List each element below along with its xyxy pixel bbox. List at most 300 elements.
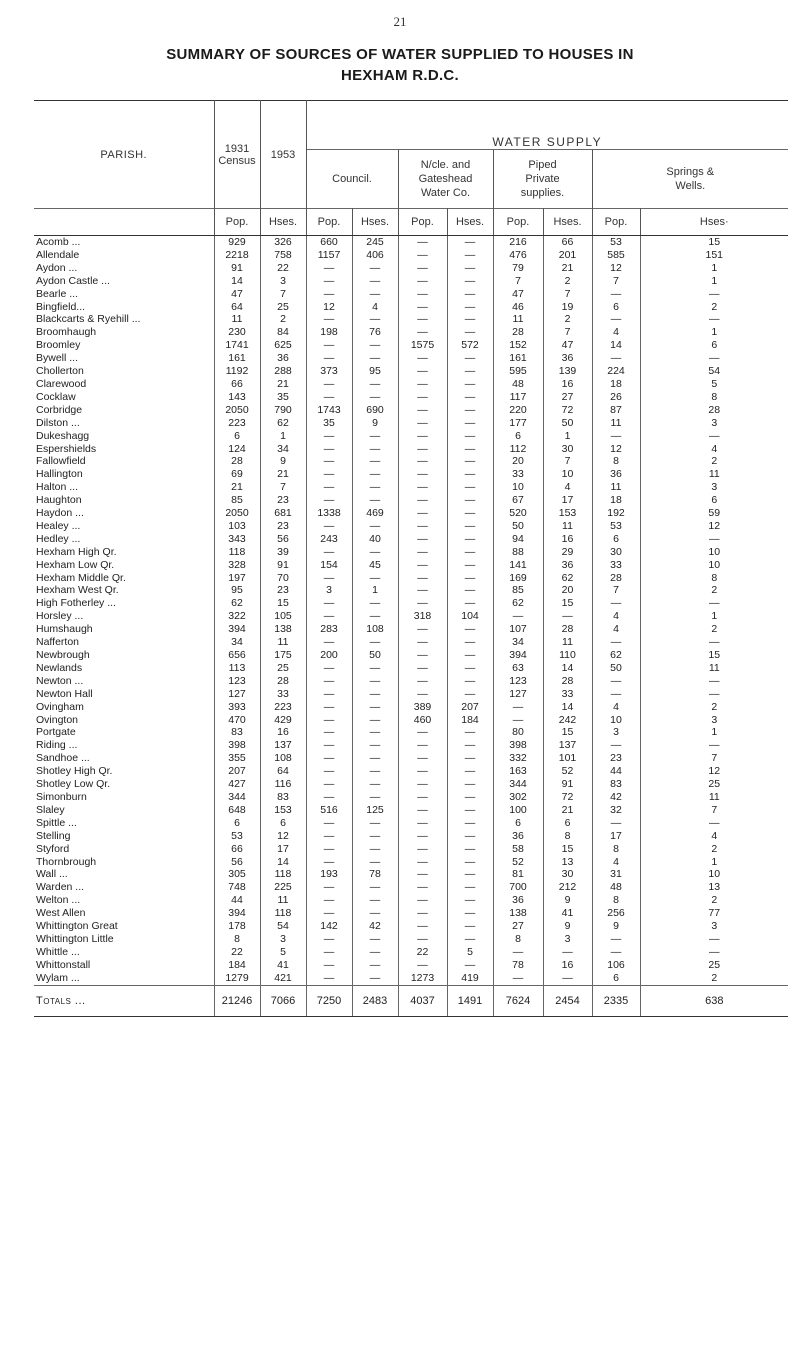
table-cell: 72 — [543, 404, 592, 417]
table-cell: 572 — [447, 339, 493, 352]
table-cell: — — [352, 881, 398, 894]
table-cell: 104 — [447, 610, 493, 623]
table-cell: 6 — [214, 430, 260, 443]
table-cell: 421 — [260, 972, 306, 985]
table-cell: 427 — [214, 778, 260, 791]
table-cell: 116 — [260, 778, 306, 791]
table-cell: 15 — [543, 843, 592, 856]
table-cell: — — [398, 739, 447, 752]
table-cell: 2 — [260, 313, 306, 326]
parish-name: Nafferton — [34, 636, 214, 649]
table-cell: 36 — [543, 559, 592, 572]
table-cell: 201 — [543, 249, 592, 262]
table-cell: 700 — [493, 881, 543, 894]
table-cell: 681 — [260, 507, 306, 520]
table-cell: — — [447, 430, 493, 443]
table-cell: — — [398, 804, 447, 817]
table-row — [34, 675, 788, 688]
table-cell: 11 — [260, 894, 306, 907]
table-cell: 2 — [711, 455, 718, 468]
table-cell: — — [398, 933, 447, 946]
table-cell: — — [447, 881, 493, 894]
table-cell: — — [398, 533, 447, 546]
table-cell: 28 — [543, 675, 592, 688]
table-cell: 67 — [493, 494, 543, 507]
table-cell: 758 — [260, 249, 306, 262]
table-cell: 10 — [708, 868, 721, 881]
table-cell: 748 — [214, 881, 260, 894]
table-cell: 10 — [543, 468, 592, 481]
table-cell: — — [352, 843, 398, 856]
table-cell: 344 — [214, 791, 260, 804]
table-cell: 64 — [260, 765, 306, 778]
table-cell: 85 — [493, 584, 543, 597]
table-cell: 88 — [493, 546, 543, 559]
table-cell: — — [306, 352, 352, 365]
parish-name: Warden ... — [34, 881, 214, 894]
table-cell: — — [709, 352, 720, 365]
table-row — [34, 701, 788, 714]
table-cell: — — [398, 404, 447, 417]
table-cell: 470 — [214, 714, 260, 727]
table-cell: 2 — [711, 300, 718, 313]
table-cell: 18 — [592, 378, 640, 391]
table-cell: 469 — [352, 507, 398, 520]
table-cell: — — [709, 674, 720, 687]
table-cell: — — [709, 687, 720, 700]
table-cell: — — [447, 365, 493, 378]
table-cell: 419 — [447, 972, 493, 985]
table-cell: 141 — [493, 559, 543, 572]
table-cell: 398 — [493, 739, 543, 752]
parish-name: Horsley ... — [34, 610, 214, 623]
table-cell: 13 — [708, 881, 721, 894]
table-row — [34, 843, 788, 856]
table-cell: — — [398, 455, 447, 468]
parish-name: Aydon Castle ... — [34, 275, 214, 288]
table-cell: — — [447, 378, 493, 391]
table-cell: 690 — [352, 404, 398, 417]
table-cell: — — [352, 856, 398, 869]
parish-name: Wylam ... — [34, 972, 214, 985]
table-row — [34, 262, 788, 275]
table-cell: 12 — [592, 443, 640, 456]
table-row — [34, 507, 788, 520]
table-cell: 21 — [214, 481, 260, 494]
table-cell: — — [398, 662, 447, 675]
table-cell: — — [447, 417, 493, 430]
table-row — [34, 572, 788, 585]
table-cell: 112 — [493, 443, 543, 456]
table-cell: 656 — [214, 649, 260, 662]
table-row — [34, 765, 788, 778]
parish-name: Halton ... — [34, 481, 214, 494]
parish-name: Hexham West Qr. — [34, 584, 214, 597]
table-cell: — — [306, 881, 352, 894]
table-cell: 1741 — [214, 339, 260, 352]
table-cell: — — [398, 262, 447, 275]
table-cell: 105 — [260, 610, 306, 623]
table-cell: 7 — [493, 275, 543, 288]
table-cell: — — [352, 972, 398, 985]
table-cell: 2050 — [214, 404, 260, 417]
table-cell: 169 — [493, 572, 543, 585]
table-cell: — — [398, 468, 447, 481]
table-cell: 50 — [352, 649, 398, 662]
table-cell: 20 — [493, 455, 543, 468]
parish-name: Ovington — [34, 714, 214, 727]
table-cell: 59 — [708, 507, 721, 520]
table-cell: — — [447, 559, 493, 572]
table-cell: — — [543, 946, 592, 959]
table-cell: 9 — [352, 417, 398, 430]
table-cell: 123 — [214, 675, 260, 688]
table-cell: 87 — [592, 404, 640, 417]
table-cell: 2 — [711, 700, 718, 713]
table-cell: — — [709, 816, 720, 829]
table-row — [34, 404, 788, 417]
table-cell: 25 — [708, 958, 721, 971]
table-cell: 42 — [592, 791, 640, 804]
table-cell: 15 — [708, 649, 721, 661]
table-cell: 1 — [711, 855, 718, 868]
table-cell: 2 — [543, 313, 592, 326]
table-cell: 25 — [260, 662, 306, 675]
totals-cell: 7624 — [493, 985, 543, 1016]
table-cell: — — [306, 597, 352, 610]
piped-private-header — [493, 150, 592, 209]
table-cell: 625 — [260, 339, 306, 352]
table-cell: 53 — [214, 830, 260, 843]
table-cell: 355 — [214, 752, 260, 765]
table-cell: — — [398, 649, 447, 662]
table-row — [34, 249, 788, 262]
parish-name: Bearle ... — [34, 288, 214, 301]
table-cell: 151 — [705, 248, 724, 261]
table-cell: — — [398, 597, 447, 610]
subheader-cell: Hses. — [260, 209, 306, 236]
parish-name: Slaley — [34, 804, 214, 817]
table-cell: — — [709, 945, 720, 958]
table-cell: — — [398, 752, 447, 765]
table-cell: — — [398, 301, 447, 314]
table-cell: 2 — [711, 842, 718, 855]
table-cell: — — [398, 443, 447, 456]
parish-name: Whittonstall — [34, 959, 214, 972]
table-cell: 62 — [214, 597, 260, 610]
table-cell: — — [352, 946, 398, 959]
table-cell: — — [447, 623, 493, 636]
table-row — [34, 714, 788, 727]
table-cell: — — [447, 894, 493, 907]
year-1953-header: 1953 — [260, 101, 306, 209]
table-cell: — — [306, 546, 352, 559]
table-cell: 48 — [592, 881, 640, 894]
table-cell: 17 — [592, 830, 640, 843]
table-cell: 4 — [592, 701, 640, 714]
parish-name: Aydon ... — [34, 262, 214, 275]
table-cell: 2 — [543, 275, 592, 288]
table-cell: — — [447, 326, 493, 339]
table-cell: — — [493, 701, 543, 714]
table-cell: 8 — [592, 894, 640, 907]
table-cell: 393 — [214, 701, 260, 714]
table-cell: 516 — [306, 804, 352, 817]
table-row — [34, 946, 788, 959]
table-cell: 142 — [306, 920, 352, 933]
table-cell: — — [306, 455, 352, 468]
table-cell: — — [306, 933, 352, 946]
table-cell: — — [398, 894, 447, 907]
table-cell: 84 — [260, 326, 306, 339]
table-cell: — — [306, 288, 352, 301]
table-cell: 33 — [543, 688, 592, 701]
table-cell: — — [398, 275, 447, 288]
table-cell: — — [306, 481, 352, 494]
table-cell: — — [447, 791, 493, 804]
table-row — [34, 726, 788, 739]
table-cell: 28 — [214, 455, 260, 468]
table-cell: 1192 — [214, 365, 260, 378]
table-cell: 64 — [214, 301, 260, 314]
table-cell: 76 — [352, 326, 398, 339]
table-cell: 19 — [543, 301, 592, 314]
table-cell: 44 — [592, 765, 640, 778]
table-cell: 16 — [543, 378, 592, 391]
parish-name: Allendale — [34, 249, 214, 262]
table-row — [34, 804, 788, 817]
table-cell: 11 — [543, 520, 592, 533]
table-cell: 124 — [214, 443, 260, 456]
table-cell: 7 — [260, 288, 306, 301]
table-cell: 1273 — [398, 972, 447, 985]
table-cell: — — [306, 830, 352, 843]
table-cell: 25 — [708, 778, 721, 791]
table-cell: 20 — [543, 584, 592, 597]
table-cell: 1743 — [306, 404, 352, 417]
table-cell: — — [398, 907, 447, 920]
table-cell: 1 — [711, 274, 718, 287]
table-cell: 11 — [708, 661, 720, 674]
table-cell: — — [709, 636, 720, 649]
springs-line2: Wells. — [675, 180, 706, 192]
table-cell: 230 — [214, 326, 260, 339]
table-row — [34, 468, 788, 481]
table-cell: — — [306, 339, 352, 352]
parish-name: Newton Hall — [34, 688, 214, 701]
table-cell: — — [352, 688, 398, 701]
table-cell: 1 — [711, 726, 718, 739]
table-cell: 929 — [214, 236, 260, 249]
table-cell: — — [306, 778, 352, 791]
table-row — [34, 365, 788, 378]
table-cell: 7 — [592, 275, 640, 288]
table-row — [34, 378, 788, 391]
table-cell: — — [306, 430, 352, 443]
table-cell: — — [352, 313, 398, 326]
table-cell: 79 — [493, 262, 543, 275]
table-cell: 66 — [543, 236, 592, 249]
table-cell: 6 — [592, 533, 640, 546]
table-cell: — — [398, 326, 447, 339]
table-cell: 207 — [447, 701, 493, 714]
parish-name: Shotley High Qr. — [34, 765, 214, 778]
table-cell: 53 — [592, 236, 640, 249]
table-cell: 242 — [543, 714, 592, 727]
parish-name: Corbridge — [34, 404, 214, 417]
table-cell: — — [447, 275, 493, 288]
parish-name: Broomhaugh — [34, 326, 214, 339]
table-cell: 15 — [708, 236, 721, 248]
parish-name: Humshaugh — [34, 623, 214, 636]
table-cell: 8 — [214, 933, 260, 946]
parish-name: Haughton — [34, 494, 214, 507]
table-cell: 7 — [543, 326, 592, 339]
table-cell: 326 — [260, 236, 306, 249]
table-cell: 429 — [260, 714, 306, 727]
table-cell: 123 — [493, 675, 543, 688]
table-cell: 35 — [260, 391, 306, 404]
subheader-cell: Pop. — [592, 209, 640, 236]
table-cell: 389 — [398, 701, 447, 714]
table-cell: 4 — [592, 610, 640, 623]
table-cell: — — [447, 262, 493, 275]
piped-line1: Piped — [528, 159, 557, 171]
table-cell: — — [306, 959, 352, 972]
table-cell: — — [352, 791, 398, 804]
table-cell: — — [447, 468, 493, 481]
table-cell: 193 — [306, 868, 352, 881]
table-cell: — — [398, 313, 447, 326]
table-cell: — — [352, 959, 398, 972]
table-cell: 184 — [214, 959, 260, 972]
table-cell: — — [306, 972, 352, 985]
table-cell: — — [398, 236, 447, 249]
table-cell: 223 — [260, 701, 306, 714]
table-row — [34, 959, 788, 972]
table-cell: 83 — [214, 726, 260, 739]
table-cell: 332 — [493, 752, 543, 765]
parish-name: Broomley — [34, 339, 214, 352]
totals-cell: 2483 — [352, 985, 398, 1016]
table-cell: — — [447, 778, 493, 791]
table-cell: 30 — [543, 868, 592, 881]
table-cell: 16 — [260, 726, 306, 739]
table-cell: 70 — [260, 572, 306, 585]
table-cell: — — [447, 830, 493, 843]
subheader-cell: Hses. — [352, 209, 398, 236]
table-cell: 36 — [543, 352, 592, 365]
table-cell: 6 — [592, 301, 640, 314]
table-cell: 12 — [592, 262, 640, 275]
table-cell: — — [398, 494, 447, 507]
table-cell: — — [398, 868, 447, 881]
totals-cell: 7250 — [306, 985, 352, 1016]
table-cell: — — [398, 830, 447, 843]
table-cell: — — [352, 701, 398, 714]
table-cell: — — [398, 249, 447, 262]
parish-name: Bywell ... — [34, 352, 214, 365]
table-cell: 46 — [493, 301, 543, 314]
table-cell: 21 — [543, 804, 592, 817]
table-cell: — — [592, 688, 640, 701]
table-cell: 118 — [214, 546, 260, 559]
table-row — [34, 610, 788, 623]
table-row — [34, 326, 788, 339]
table-cell: — — [306, 752, 352, 765]
table-cell: 660 — [306, 236, 352, 249]
table-cell: 52 — [493, 856, 543, 869]
parish-name: Healey ... — [34, 520, 214, 533]
table-cell: — — [592, 597, 640, 610]
table-cell: 3 — [711, 416, 718, 429]
parish-name: Espershields — [34, 443, 214, 456]
table-cell: 108 — [352, 623, 398, 636]
table-cell: 1 — [260, 430, 306, 443]
parish-name: Cocklaw — [34, 391, 214, 404]
table-row — [34, 520, 788, 533]
table-cell: 4 — [711, 829, 718, 842]
table-cell: 7 — [543, 455, 592, 468]
table-cell: — — [352, 817, 398, 830]
parish-name: Portgate — [34, 726, 214, 739]
table-cell: — — [592, 933, 640, 946]
table-cell: — — [447, 572, 493, 585]
table-cell: — — [352, 494, 398, 507]
table-cell: — — [306, 894, 352, 907]
table-cell: 1 — [711, 261, 718, 274]
table-cell: 7 — [711, 803, 718, 816]
table-cell: 81 — [493, 868, 543, 881]
table-cell: 2 — [711, 971, 718, 984]
table-cell: — — [493, 972, 543, 985]
table-cell: 1 — [543, 430, 592, 443]
table-cell: 5 — [260, 946, 306, 959]
table-cell: — — [447, 455, 493, 468]
table-cell: 11 — [708, 468, 720, 481]
table-cell: — — [398, 430, 447, 443]
table-cell: — — [398, 507, 447, 520]
table-cell: 62 — [493, 597, 543, 610]
table-cell: 7 — [260, 481, 306, 494]
table-cell: 45 — [352, 559, 398, 572]
totals-cell: 7066 — [260, 985, 306, 1016]
table-cell: 7 — [711, 752, 718, 765]
table-cell: 11 — [260, 636, 306, 649]
page-number: 21 — [393, 14, 407, 29]
table-cell: 4 — [592, 856, 640, 869]
table-row — [34, 830, 788, 843]
table-cell: — — [398, 378, 447, 391]
table-cell: 138 — [260, 623, 306, 636]
table-cell: — — [592, 313, 640, 326]
table-cell: 198 — [306, 326, 352, 339]
table-cell: 34 — [493, 636, 543, 649]
table-cell: 398 — [214, 739, 260, 752]
totals-cell: 1491 — [447, 985, 493, 1016]
table-cell: 32 — [592, 804, 640, 817]
table-cell: 85 — [214, 494, 260, 507]
table-cell: 11 — [214, 313, 260, 326]
table-cell: 3 — [711, 920, 718, 933]
table-cell: — — [306, 739, 352, 752]
table-cell: 50 — [493, 520, 543, 533]
table-cell: — — [398, 856, 447, 869]
table-cell: 11 — [543, 636, 592, 649]
parish-name: Chollerton — [34, 365, 214, 378]
parish-name: Welton ... — [34, 894, 214, 907]
table-cell: 3 — [711, 481, 718, 494]
